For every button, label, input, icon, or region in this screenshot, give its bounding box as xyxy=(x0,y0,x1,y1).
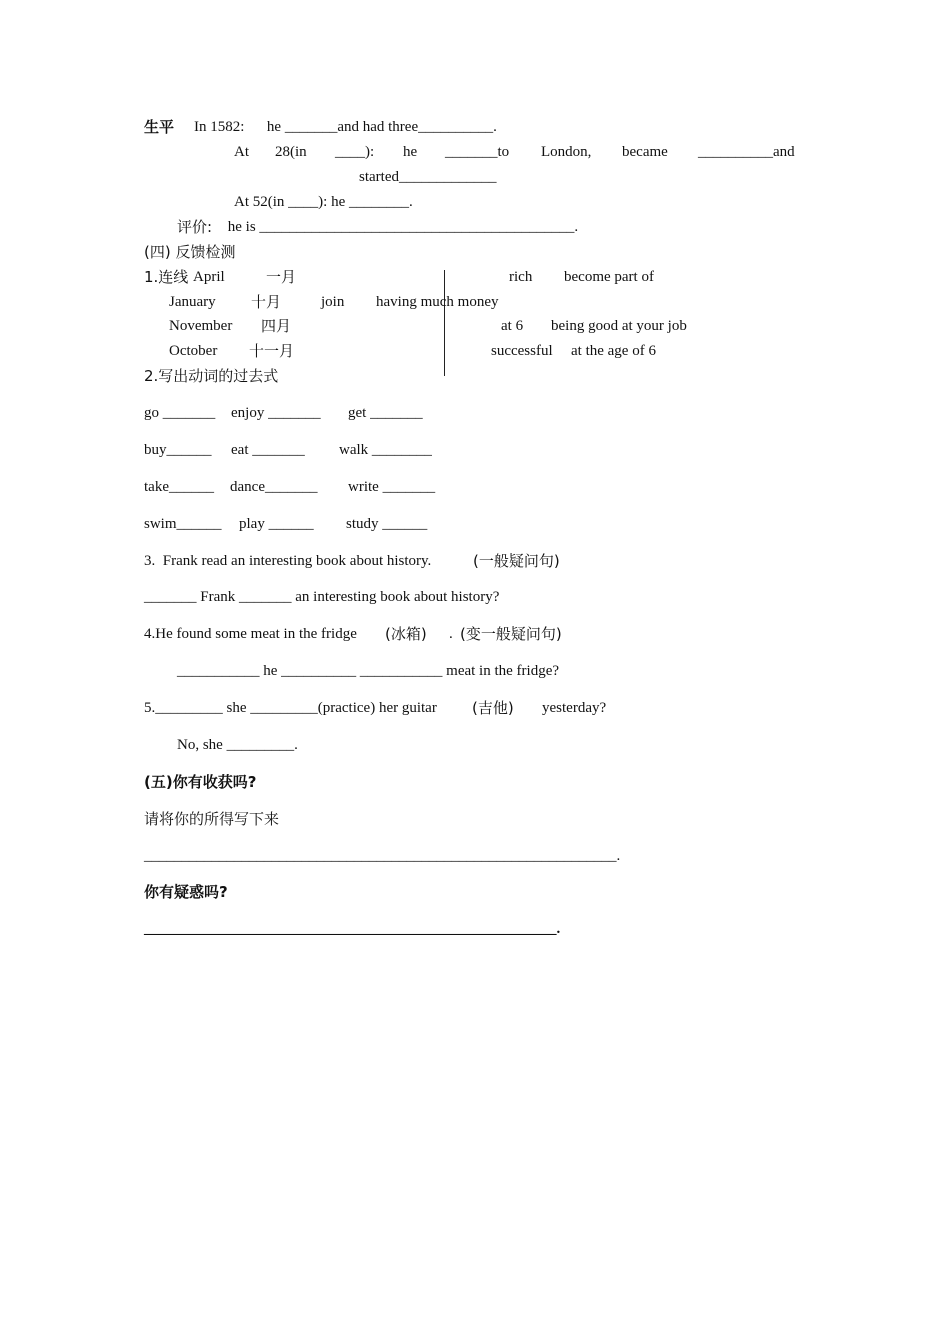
verb-item: get _______ xyxy=(348,405,423,421)
bio-label: 生平 xyxy=(144,118,175,136)
bio-line-2-word: he xyxy=(403,144,418,160)
match-right-word: join xyxy=(321,294,345,310)
match-left-en: April xyxy=(193,269,225,285)
match-right-meaning: being good at your job xyxy=(551,318,687,334)
match-right-word: at 6 xyxy=(501,318,524,334)
bio-line-2-word: __________and xyxy=(698,144,795,160)
bio-line-4: At 52(in ____): he ________. xyxy=(234,194,413,210)
match-left-cn: 十一月 xyxy=(249,342,295,360)
match-left-cn: 四月 xyxy=(261,317,292,335)
match-right-meaning: having much money xyxy=(376,294,499,310)
q3-answer: _______ Frank _______ an interesting book about history? xyxy=(144,589,500,605)
doubt-answer-line: _______________________________________________________. xyxy=(144,921,561,937)
q4-answer: ___________ he __________ ___________ meat in the fridge? xyxy=(177,663,560,679)
doubt-heading: 你有疑惑吗? xyxy=(144,883,228,901)
match-right-word: rich xyxy=(509,269,533,285)
verb-item: dance_______ xyxy=(230,479,318,495)
verb-item: study ______ xyxy=(346,516,428,532)
q1-label: 1.连线 xyxy=(144,268,189,286)
match-left-en: January xyxy=(169,294,216,310)
verb-item: take______ xyxy=(144,479,214,495)
match-left-en: November xyxy=(169,318,233,334)
q5-answer: No, she _________. xyxy=(177,737,298,753)
verb-item: write _______ xyxy=(348,479,436,495)
q4-dot: . xyxy=(449,626,453,642)
verb-item: walk ________ xyxy=(339,442,432,458)
verb-item: eat _______ xyxy=(231,442,305,458)
evaluation-label: 评价: xyxy=(177,218,213,236)
q2-label: 2.写出动词的过去式 xyxy=(144,367,279,385)
verb-item: go _______ xyxy=(144,405,216,421)
q5-text-end: yesterday? xyxy=(542,700,607,716)
match-right-word: successful xyxy=(491,343,553,359)
q5-note: (吉他) xyxy=(472,699,514,717)
match-left-cn: 一月 xyxy=(266,268,297,286)
verb-item: buy______ xyxy=(144,442,212,458)
verb-item: swim______ xyxy=(144,516,222,532)
section-4-heading: (四) 反馈检测 xyxy=(144,243,236,261)
bio-line-2-word: ____): xyxy=(335,144,375,160)
section-5-heading: (五)你有收获吗? xyxy=(144,773,257,791)
bio-line-2-word: At xyxy=(234,144,249,160)
match-left-cn: 十月 xyxy=(251,293,282,311)
harvest-answer-line: _______________________________________________________________. xyxy=(144,848,621,864)
verb-item: play ______ xyxy=(239,516,314,532)
bio-line-2-word: 28(in xyxy=(275,144,307,160)
divider-line xyxy=(444,270,445,376)
match-right-meaning: become part of xyxy=(564,269,654,285)
bio-line-1: In 1582: he _______and had three__________. xyxy=(194,119,497,135)
bio-line-2-word: _______to xyxy=(445,144,510,160)
q5-text: 5._________ she _________(practice) her guitar xyxy=(144,700,437,716)
bio-line-2-word: London, xyxy=(541,144,592,160)
q4-note-instruction: (变一般疑问句) xyxy=(460,625,562,643)
q4-note-fridge: (冰箱) xyxy=(385,625,427,643)
evaluation-text: he is __________________________________________. xyxy=(224,219,579,235)
match-left-en: October xyxy=(169,343,218,359)
q3-note: (一般疑问句) xyxy=(473,552,560,570)
bio-line-3: started_____________ xyxy=(359,169,497,185)
q3-text: 3. Frank read an interesting book about history. xyxy=(144,553,432,569)
harvest-prompt: 请将你的所得写下来 xyxy=(144,810,280,828)
verb-item: enjoy _______ xyxy=(231,405,321,421)
q4-text: 4.He found some meat in the fridge xyxy=(144,626,357,642)
match-right-meaning: at the age of 6 xyxy=(571,343,656,359)
bio-line-2-word: became xyxy=(622,144,668,160)
